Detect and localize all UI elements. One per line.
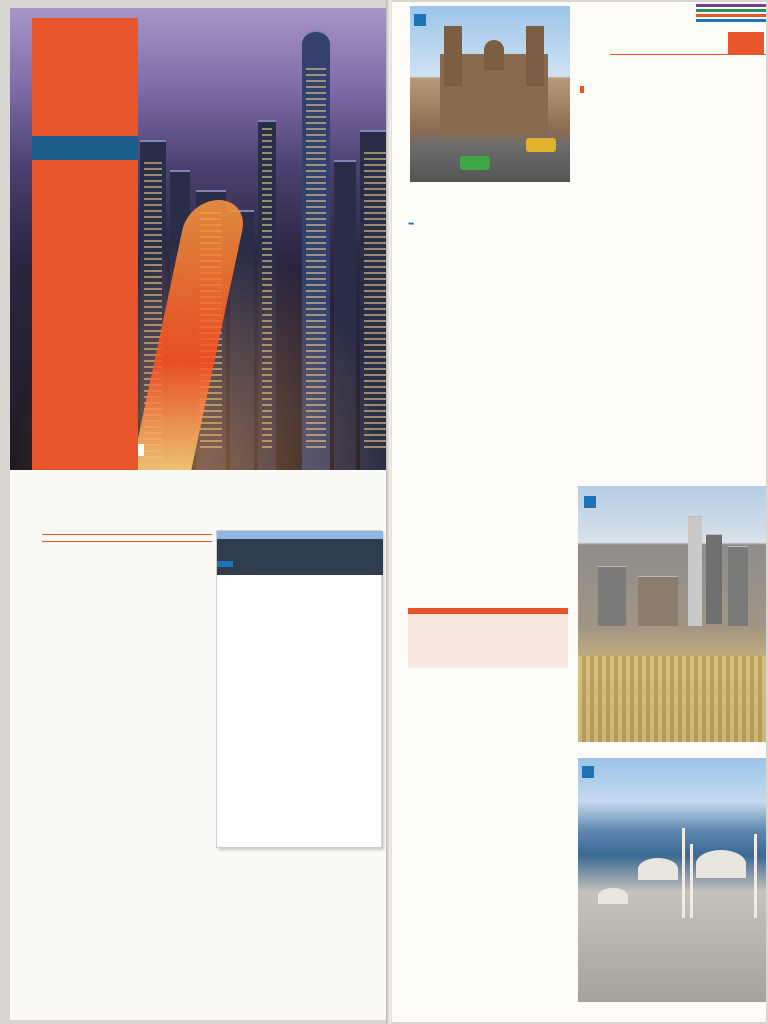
in-this-unit-panel xyxy=(32,136,138,470)
unit-number-box xyxy=(32,18,138,138)
istanbul-mosque-photo xyxy=(578,758,766,1002)
header-rule xyxy=(610,54,766,55)
listening-section xyxy=(580,78,760,102)
reading-section xyxy=(42,864,212,870)
facts-box xyxy=(216,530,382,848)
language-reference-link[interactable] xyxy=(408,218,576,230)
city-box xyxy=(42,534,212,542)
facts-city xyxy=(217,561,233,567)
mexico-city-cathedral-photo xyxy=(410,6,570,182)
left-page xyxy=(10,8,390,1020)
photo-label-b xyxy=(414,14,426,26)
photo-label-d xyxy=(582,766,594,778)
arrow-icon: ➥ xyxy=(408,219,415,228)
exercise-7 xyxy=(408,830,576,834)
speaking-section xyxy=(580,372,760,380)
right-page xyxy=(392,2,766,1022)
grammar-section xyxy=(408,198,576,230)
audio-track-badge[interactable] xyxy=(580,86,584,93)
photo-label-c xyxy=(584,496,596,508)
grammar-tip-line-1 xyxy=(408,614,568,620)
color-stripes xyxy=(696,4,766,26)
in-this-unit-heading xyxy=(32,136,138,160)
exercise-8a xyxy=(580,82,760,96)
exercise-6 xyxy=(408,688,576,692)
exercise-5a xyxy=(408,464,576,468)
grammar-tip-box xyxy=(408,608,568,668)
mexico-city-aerial-photo xyxy=(578,486,766,742)
vocabulary-section xyxy=(42,528,212,560)
facts-box-header xyxy=(217,531,383,575)
exercise-3b xyxy=(216,868,386,872)
header-number xyxy=(728,32,764,54)
